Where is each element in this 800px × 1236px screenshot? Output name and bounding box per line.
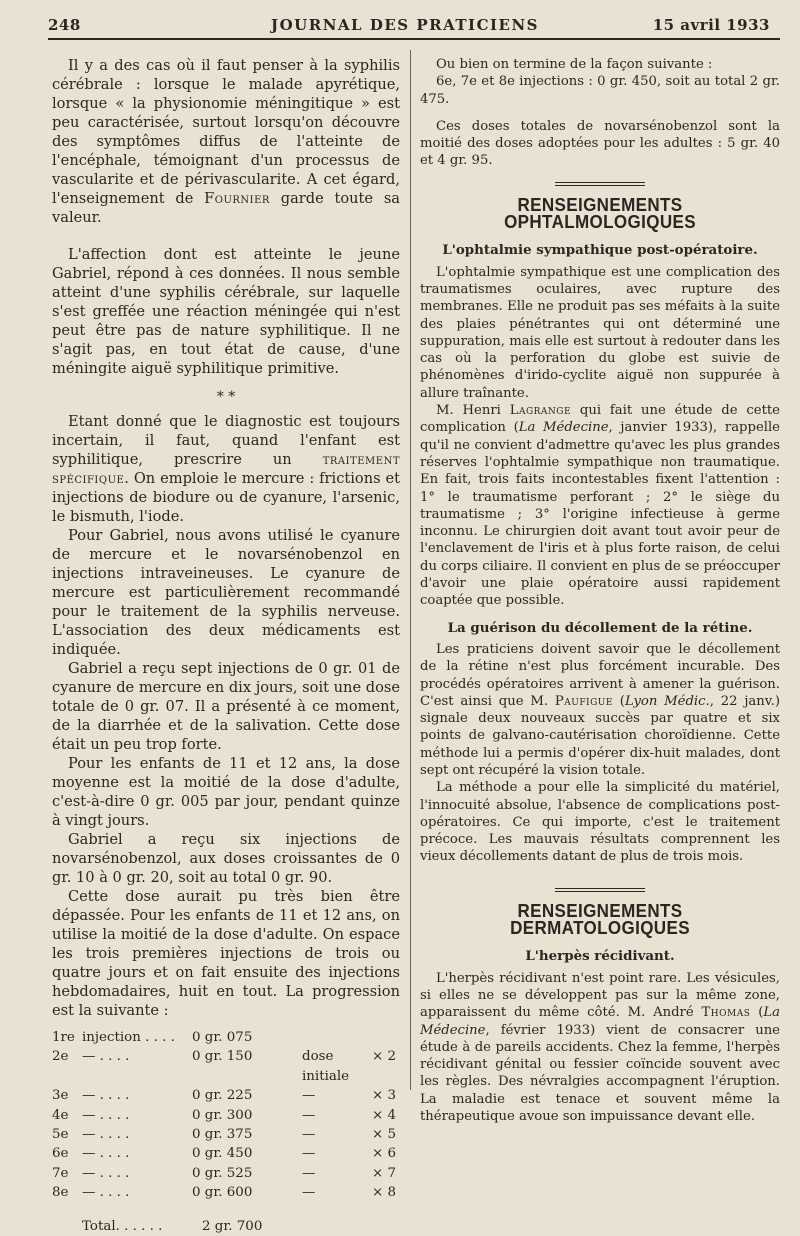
source-title: La Médecine (420, 1005, 780, 1038)
subsection-title: L'ophtalmie sympathique post-opératoire. (442, 242, 758, 259)
paragraph: Pour les enfants de 11 et 12 ans, la dose moyenne est la moitié de la dose d'adulte, c'est-à-dire 0 gr. 005 par jour, pendant quinze à vingt jours. (52, 755, 400, 829)
paragraph: Etant donné que le diagnostic est toujours incertain, il faut, quand l'enfant est syphilitique, prescrire un traitement spécifique. On emploie le mercure : frictions et injections de biodure ou de cyanure, l'arsenic, le bismuth, l'iode. (52, 413, 400, 525)
right-column (420, 56, 780, 1125)
subsection-title: L'herpès récidivant. (525, 948, 675, 965)
paragraph: La méthode a pour elle la simplicité du matériel, l'innocuité absolue, l'absence de complications post-opératoires. Ce qui importe, c'est le traitement précoce. Les mauvais résultats comprennent les vieux décollements datant de plus de trois mois. (420, 780, 780, 865)
table-row: 7e — . . . . 0 gr. 525 — × 7 (52, 1165, 396, 1181)
paragraph: Les praticiens doivent savoir que le décollement de la rétine n'est plus forcément incurable. Des procédés opératoires arrivent à amener la guérison. C'est ainsi que M. Paufigue (Lyon Médic., 22 janv.) signale deux nouveaux succès par quatre et six points de galvano-cautérisation choroïdienne. Cette méthode lui a permis d'opérer dix-huit malades, dont sept ont récupéré la vision totale. (420, 641, 780, 778)
paragraph: 6e, 7e et 8e injections : 0 gr. 450, soit au total 2 gr. 475. (420, 74, 780, 107)
table-row: 2e — . . . . 0 gr. 150 dose initiale × 2 (52, 1049, 396, 1084)
source-title: La Médecine (518, 420, 609, 436)
author-name: Lagrange (509, 403, 572, 419)
author-name: Thomas (701, 1005, 751, 1021)
paragraph: Ces doses totales de novarsénobenzol sont la moitié des doses adoptées pour les adultes : 5 gr. 40 et 4 gr. 95. (420, 118, 780, 169)
table-row: 3e — . . . . 0 gr. 225 — × 3 (52, 1088, 396, 1104)
emphasis-smallcaps: traitement spécifique (52, 451, 400, 487)
table-row: 4e — . . . . 0 gr. 300 — × 4 (52, 1107, 396, 1123)
paragraph: Cette dose aurait pu très bien être dépassée. Pour les enfants de 11 et 12 ans, on utilise la moitié de la dose d'adulte. On espace les trois premières injections de trois ou quatre jours et on fait ensuite des injections hebdomadaires, huit en tout. La progression est la suivante : (52, 888, 400, 1019)
section-asterism: * * (216, 389, 236, 405)
paragraph: L'herpès récidivant n'est point rare. Les vésicules, si elles ne se développent pas sur la même zone, apparaissent du même côté. M. André Thomas (La Médecine, février 1933) vient de consacrer une étude à de pareils accidents. Chez la femme, l'herpès récidivant génital ou fessier coïncide souvent avec les règles. Des névralgies accompagnent l'éruption. La maladie est tenace et souvent même la thérapeutique avoue son impuissance devant elle. (420, 970, 780, 1125)
paragraph: L'affection dont est atteinte le jeune Gabriel, répond à ces données. Il nous semble atteint d'une syphilis cérébrale, sur laquelle s'est greffée une réaction méningée qui n'est peut être pas de nature syphilitique. Il ne s'agit pas, en tout état de cause, d'une méningite aiguë syphilitique primitive. (52, 246, 400, 377)
paragraph: Gabriel a reçu six injections de novarsénobenzol, aux doses croissantes de 0 gr. 10 à 0 gr. 20, soit au total 0 gr. 90. (52, 831, 400, 886)
header-rule (48, 38, 780, 40)
paragraph: Gabriel a reçu sept injections de 0 gr. 01 de cyanure de mercure en dix jours, soit une dose totale de 0 gr. 07. Il a présenté à ce moment, de la diarrhée et de la salivation. Cette dose était un peu trop forte. (52, 660, 400, 753)
page-number: 248 (48, 16, 81, 34)
source-title: Lyon Médic. (624, 693, 710, 709)
paragraph: Ou bien on termine de la façon suivante : (436, 57, 713, 72)
column-divider (410, 50, 411, 1090)
section-separator (555, 888, 645, 892)
author-name: Fournier (204, 190, 270, 207)
section-title-dermato: RENSEIGNEMENTS DERMATOLOGIQUES (510, 899, 690, 939)
table-row: 6e — . . . . 0 gr. 450 — × 6 (52, 1146, 396, 1162)
paragraph: Pour Gabriel, nous avons utilisé le cyanure de mercure et le novarsénobenzol en injections intraveineuses. Le cyanure de mercure est particulièrement recommandé pour le traitement de la syphilis nerveuse. L'association des deux médicaments est indiquée. (52, 527, 400, 658)
section-separator (555, 182, 645, 186)
paragraph: Il y a des cas où il faut penser à la syphilis cérébrale : lorsque le malade apyrétique, lorsque « la physionomie méningitique » est peu caractérisée, surtout lorsqu'on découvre des symptômes diffus de l'atteinte de l'encéphale, témoignant d'un processus de vascularite et de périvascularite. A cet égard, l'enseignement de Fournier garde toute sa valeur. (52, 57, 401, 226)
table-total-row: Total. . . . . . 2 gr. 700 (82, 1218, 263, 1234)
author-name: Paufigue (554, 693, 613, 709)
section-title-ophtalmo: RENSEIGNEMENTS OPHTALMOLOGIQUES (504, 193, 696, 233)
subsection-title: La guérison du décollement de la rétine. (447, 619, 753, 636)
journal-title: JOURNAL DES PRATICIENS (271, 16, 539, 34)
paragraph: L'ophtalmie sympathique est une complication des traumatismes oculaires, avec rupture des membranes. Elle ne produit pas ses méfaits à la suite des plaies pénétrantes qui ont déterminé une suppuration, mais elle est surtout à redouter dans les cas où la perforation du globe est suivie de phénomènes d'irido-cyclite aiguë non suppurée à allure traînante. (420, 264, 780, 401)
table-row: 5e — . . . . 0 gr. 375 — × 5 (52, 1127, 396, 1143)
table-row: 1re injection . . . . 0 gr. 075 (52, 1030, 253, 1045)
issue-date: 15 avril 1933 (652, 16, 770, 34)
page-header (40, 14, 770, 36)
dose-progression-table (52, 1028, 400, 1236)
paragraph: M. Henri Lagrange qui fait une étude de cette complication (La Médecine, janvier 1933), rappelle qu'il ne convient d'admettre qu'avec les plus grandes réserves l'ophtalmie sympathique non traumatique. En fait, trois faits incontestables fixent l'attention : 1° le traumatisme perforant ; 2° le siège du traumatisme ; 3° l'origine infectieuse à germe inconnu. Le chirurgien doit avant tout avoir peur de l'enclavement de l'iris et à plus forte raison, de celui du corps ciliaire. Il convient en plus de se préoccuper d'avoir une plaie opératoire aussi rapidement coaptée que possible. (420, 403, 780, 609)
table-row: 8e — . . . . 0 gr. 600 — × 8 (52, 1185, 396, 1201)
left-column (52, 56, 400, 1236)
